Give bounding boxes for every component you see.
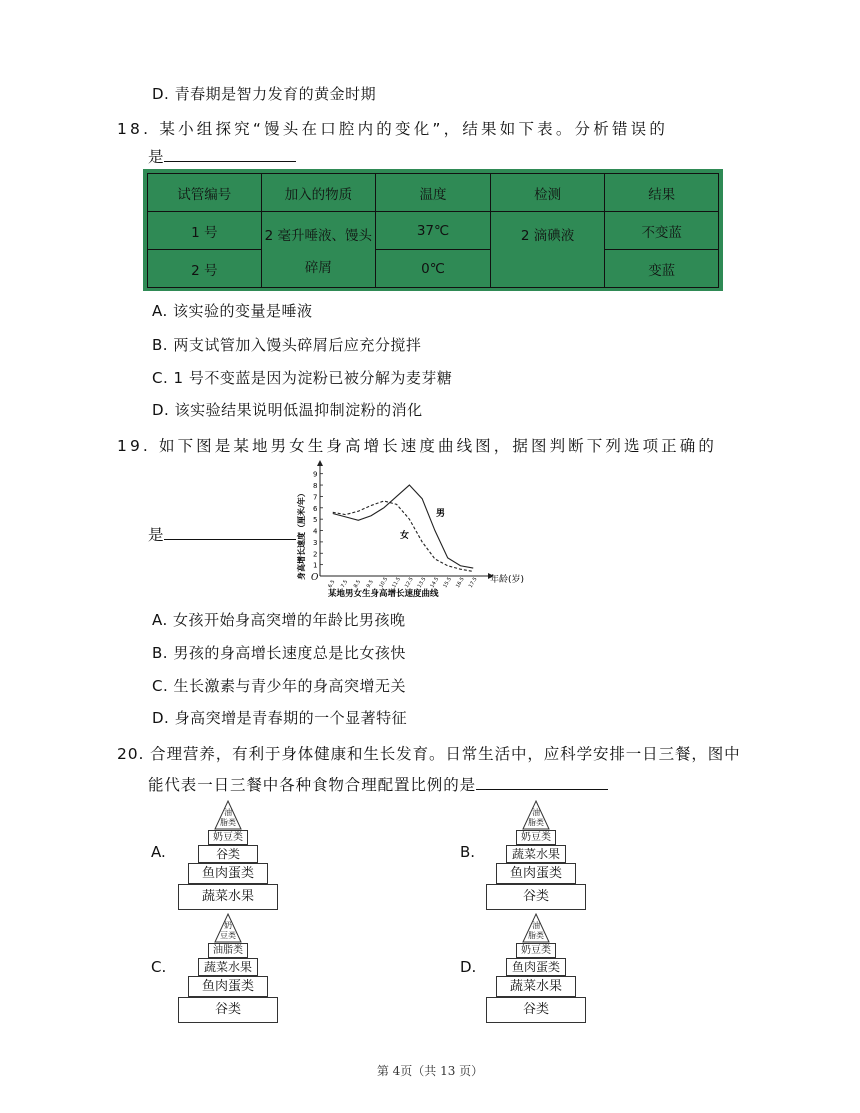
q19-option-b: B. 男孩的身高增长速度总是比女孩快 <box>152 644 406 662</box>
pyramid-tip-char: 脂 <box>528 931 536 940</box>
x-tick-label: 16.5 <box>454 576 466 589</box>
x-tick-label: 14.5 <box>429 576 441 589</box>
q19-stem-line2 <box>148 523 296 545</box>
pyramid-level: 谷类 <box>178 997 278 1023</box>
table-cell-tube-1: 1 号 <box>148 212 262 250</box>
chart-series-label-male: 男 <box>436 509 446 519</box>
q19-option-d: D. 身高突增是青春期的一个显著特征 <box>152 709 408 727</box>
pyramid-level: 奶豆类 <box>208 830 248 845</box>
pyramid-level: 鱼肉蛋类 <box>506 958 566 976</box>
table-header-test: 检测 <box>490 174 605 212</box>
q18-option-c: C. 1 号不变蓝是因为淀粉已被分解为麦芽糖 <box>152 369 453 387</box>
x-tick-label: 9.5 <box>365 579 375 589</box>
q18-stem-line2 <box>148 145 296 167</box>
q17-option-d: D. 青春期是智力发育的黄金时期 <box>152 85 377 103</box>
q18-option-a: A. 该实验的变量是唾液 <box>152 302 313 320</box>
y-tick-label: 7 <box>313 493 318 502</box>
pyramid-level: 蔬菜水果 <box>506 845 566 863</box>
pyramid-level: 蔬菜水果 <box>198 958 258 976</box>
y-tick-label: 6 <box>313 504 318 513</box>
x-tick-label: 12.5 <box>403 576 415 589</box>
pyramid-tip-char: 脂 <box>528 818 536 827</box>
y-tick-label: 3 <box>313 538 318 547</box>
pyramid-tip-char: 油 <box>224 808 232 817</box>
y-tick-label: 1 <box>313 561 318 570</box>
pyramid-level: 谷类 <box>486 997 586 1023</box>
y-axis-arrow <box>317 460 323 466</box>
food-pyramid-d <box>486 913 586 1023</box>
table-header-tube: 试管编号 <box>148 174 262 212</box>
table-cell-tube-2: 2 号 <box>148 250 262 288</box>
q19-option-c: C. 生长激素与青少年的身高突增无关 <box>152 677 407 695</box>
page-footer: 第 4页（共 13 页） <box>376 1064 484 1078</box>
table-cell-temp-2: 0℃ <box>376 250 491 288</box>
pyramid-tip <box>214 913 242 943</box>
pyramid-tip-char: 油 <box>532 921 540 930</box>
chart-origin-label: O <box>311 573 319 583</box>
pyramid-tip-char: 类 <box>536 931 544 940</box>
x-tick-label: 11.5 <box>391 576 402 589</box>
q20-stem-prefix: 能代表一日三餐中各种食物合理配置比例的是 <box>148 776 477 794</box>
table-cell-temp-1: 37℃ <box>376 212 491 250</box>
q20-option-label-d[interactable]: D. <box>460 958 477 976</box>
y-tick-label: 4 <box>313 527 318 536</box>
pyramid-level: 油脂类 <box>208 943 248 958</box>
q20-option-label-b[interactable]: B. <box>460 843 476 861</box>
table-cell-test: 2 滴碘液 <box>490 212 605 288</box>
y-tick-label: 9 <box>313 470 318 479</box>
food-pyramid-b <box>486 800 586 910</box>
pyramid-tip-char: 豆 <box>220 931 228 940</box>
pyramid-tip <box>214 800 242 830</box>
q20-option-label-a[interactable]: A. <box>151 843 166 861</box>
pyramid-tip-char: 脂 <box>220 818 228 827</box>
y-tick-label: 2 <box>313 550 318 559</box>
table-cell-result-1: 不变蓝 <box>605 212 719 250</box>
chart-xlabel: 年龄(岁) <box>490 575 525 585</box>
food-pyramid-c <box>178 913 278 1023</box>
pyramid-level: 奶豆类 <box>516 943 556 958</box>
pyramid-tip-char: 奶 <box>224 921 232 930</box>
chart-ticks <box>313 471 479 589</box>
q18-answer-blank[interactable] <box>164 147 296 162</box>
pyramid-level: 谷类 <box>486 884 586 910</box>
chart-series-label-female: 女 <box>400 531 410 541</box>
q18-option-d: D. 该实验结果说明低温抑制淀粉的消化 <box>152 401 423 419</box>
x-tick-label: 15.5 <box>442 576 453 589</box>
q18-stem-prefix: 是 <box>148 148 165 166</box>
x-tick-label: 8.5 <box>352 579 363 589</box>
series-line-male <box>333 485 473 568</box>
substance-line2: 碎屑 <box>304 259 332 276</box>
pyramid-level: 蔬菜水果 <box>178 884 278 910</box>
q18-stem-line1: 18. 某小组探究“馒头在口腔内的变化”，结果如下表。分析错误的 <box>117 120 669 138</box>
y-tick-label: 5 <box>313 516 318 525</box>
pyramid-tip-char: 类 <box>228 818 236 827</box>
pyramid-tip <box>522 800 550 830</box>
table-header-substance: 加入的物质 <box>261 174 376 212</box>
table-cell-result-2: 变蓝 <box>605 250 719 288</box>
q20-stem-line2 <box>148 773 608 795</box>
q18-option-b: B. 两支试管加入馒头碎屑后应充分搅拌 <box>152 336 422 354</box>
table-header-result: 结果 <box>605 174 719 212</box>
pyramid-level: 奶豆类 <box>516 830 556 845</box>
chart-axes <box>317 460 494 579</box>
pyramid-level: 鱼肉蛋类 <box>496 863 576 884</box>
height-growth-chart <box>290 462 525 602</box>
x-tick-label: 13.5 <box>416 576 428 589</box>
q18-experiment-table <box>143 169 723 291</box>
q19-stem-line1: 19. 如下图是某地男女生身高增长速度曲线图，据图判断下列选项正确的 <box>117 437 717 455</box>
chart-ylabel: 身高增长速度（厘米/年） <box>297 489 306 580</box>
x-tick-label: 6.5 <box>327 579 337 589</box>
x-tick-label: 10.5 <box>378 576 390 589</box>
x-tick-label: 7.5 <box>340 579 350 589</box>
pyramid-tip-char: 类 <box>228 931 236 940</box>
pyramid-tip <box>522 913 550 943</box>
q19-stem-prefix: 是 <box>148 526 165 544</box>
chart-series <box>333 485 473 571</box>
substance-line1: 2 毫升唾液、馒头 <box>264 227 373 244</box>
y-tick-label: 8 <box>313 482 318 491</box>
x-tick-label: 17.5 <box>467 576 479 589</box>
q20-option-label-c[interactable]: C. <box>151 958 167 976</box>
table-header-temperature: 温度 <box>376 174 491 212</box>
pyramid-tip-char: 油 <box>532 808 540 817</box>
q20-stem-line1: 20. 合理营养，有利于身体健康和生长发育。日常生活中，应科学安排一日三餐，图中 <box>117 745 741 763</box>
food-pyramid-a <box>178 800 278 910</box>
pyramid-level: 谷类 <box>198 845 258 863</box>
table-cell-substance <box>261 212 376 288</box>
pyramid-tip-char: 类 <box>536 818 544 827</box>
q19-answer-blank[interactable] <box>164 525 296 540</box>
pyramid-level: 鱼肉蛋类 <box>188 976 268 997</box>
q19-option-a: A. 女孩开始身高突增的年龄比男孩晚 <box>152 611 406 629</box>
pyramid-level: 蔬菜水果 <box>496 976 576 997</box>
q20-answer-blank[interactable] <box>476 775 608 790</box>
chart-title: 某地男女生身高增长速度曲线 <box>328 589 439 599</box>
pyramid-level: 鱼肉蛋类 <box>188 863 268 884</box>
